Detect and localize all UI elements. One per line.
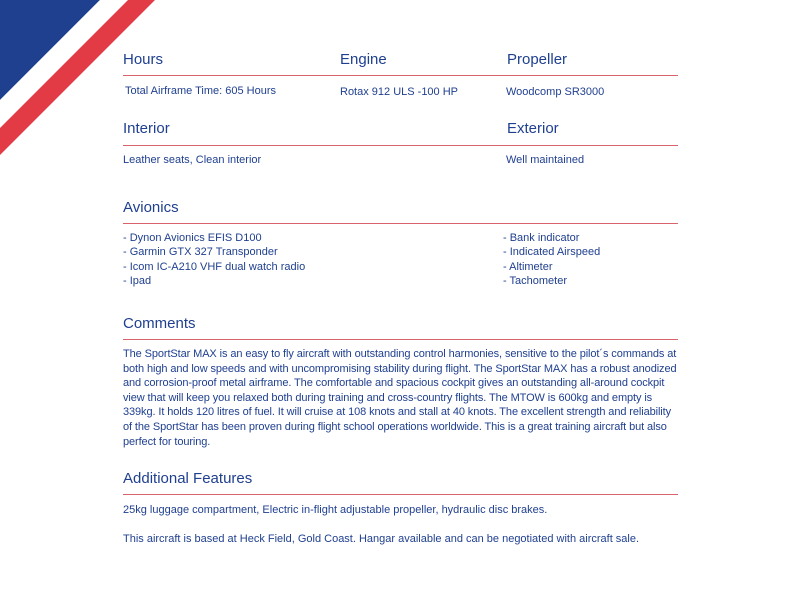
exterior-value: Well maintained: [506, 154, 585, 166]
list-item: - Dynon Avionics EFIS D100: [123, 232, 262, 244]
comments-heading: Comments: [123, 315, 196, 332]
list-item: - Icom IC-A210 VHF dual watch radio: [123, 260, 306, 273]
location-note: This aircraft is based at Heck Field, Gold Coast. Hangar available and can be negotiated with aircraft sale.: [123, 533, 640, 545]
engine-heading: Engine: [340, 51, 387, 68]
list-item: - Ipad: [123, 274, 152, 287]
additional-features-body: 25kg luggage compartment, Electric in-flight adjustable propeller, hydraulic disc brakes.: [123, 504, 548, 516]
avionics-divider: [123, 223, 678, 224]
propeller-value: Woodcomp SR3000: [506, 86, 605, 98]
avionics-list-left: [123, 231, 305, 288]
avionics-list-right: [503, 231, 600, 288]
engine-value: Rotax 912 ULS -100 HP: [340, 86, 459, 98]
hours-value: Total Airframe Time: 605 Hours: [125, 85, 277, 97]
hours-heading: Hours: [123, 51, 164, 68]
list-item: - Tachometer: [503, 274, 567, 287]
list-item: - Altimeter: [503, 260, 553, 273]
avionics-heading: Avionics: [123, 199, 179, 216]
additional-features-divider: [123, 494, 678, 495]
comments-body: The SportStar MAX is an easy to fly aircraft with outstanding control harmonies, sensitive to the pilot´s commands at both high and low speeds and with uncompromising stability during flight. The SportStar MAX has a robust anodized and corrosion-proof metal airframe. The comfortable and spacious cockpit gives an outstanding all-around cockpit view that will keep you relaxed both during training and cross-country flights. The MTOW is 600kg and empty is 339kg. It holds 120 litres of fuel. It will cruise at 108 knots and stall at 40 knots. The excellent strength and reliability of the SportStar has been proven during flight school operations worldwide. This is a great training aircraft but also perfect for touring.: [123, 348, 677, 448]
interior-heading: Interior: [123, 120, 170, 137]
list-item: - Bank indicator: [503, 232, 580, 244]
list-item: - Indicated Airspeed: [503, 246, 601, 259]
comments-divider: [123, 339, 678, 340]
exterior-heading: Exterior: [507, 120, 559, 137]
row2-divider: [123, 145, 678, 146]
propeller-heading: Propeller: [507, 51, 568, 68]
list-item: - Garmin GTX 327 Transponder: [123, 246, 278, 259]
additional-features-heading: Additional Features: [123, 470, 253, 487]
interior-value: Leather seats, Clean interior: [123, 154, 262, 166]
row1-divider: [123, 75, 678, 76]
